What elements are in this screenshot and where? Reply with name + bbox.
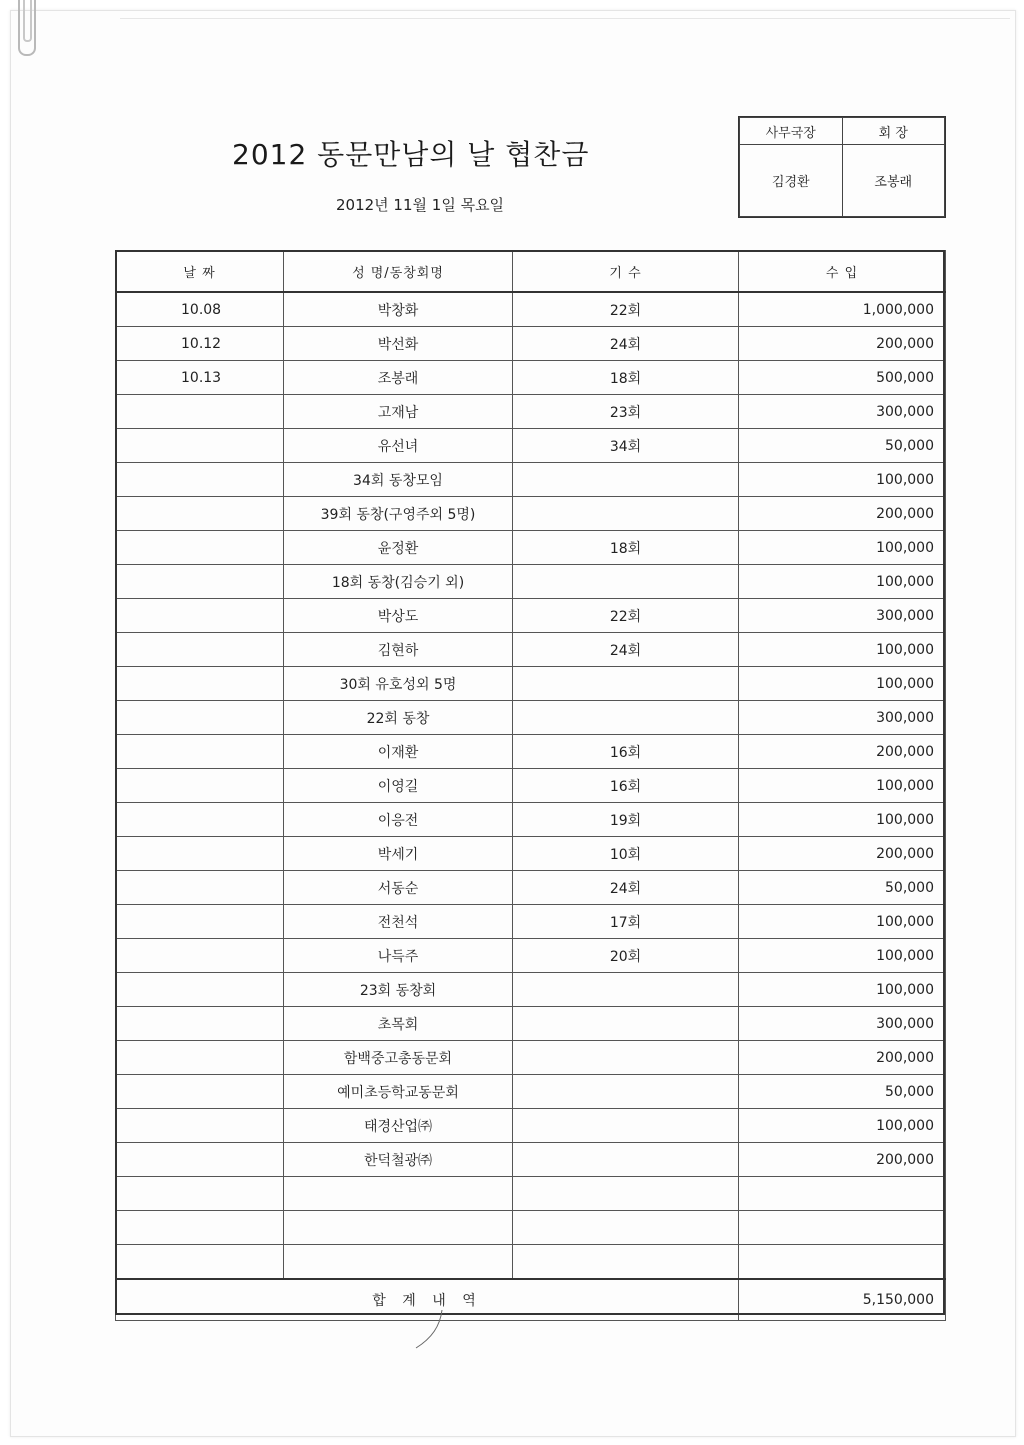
cell-name: 태경산업㈜	[284, 1109, 513, 1143]
cell-date	[116, 973, 284, 1007]
paper-clip-inner-icon	[23, 0, 32, 42]
table-row	[116, 429, 946, 463]
table-row	[116, 565, 946, 599]
cell-date	[116, 565, 284, 599]
cell-date	[116, 667, 284, 701]
cell-class	[513, 973, 739, 1007]
cell-name: 39회 동창(구영주외 5명)	[284, 497, 513, 531]
table-header-row	[116, 251, 946, 293]
cell-class: 17회	[513, 905, 739, 939]
approval-header-secretary: 사무국장	[740, 118, 843, 145]
cell-date: 10.08	[116, 292, 284, 327]
cell-amount: 100,000	[739, 531, 946, 565]
cell-amount: 100,000	[739, 973, 946, 1007]
table-row	[116, 292, 946, 327]
table-row	[116, 769, 946, 803]
cell-amount	[739, 1211, 946, 1245]
cell-class	[513, 701, 739, 735]
cell-class	[513, 1041, 739, 1075]
cell-class: 16회	[513, 735, 739, 769]
cell-name: 박상도	[284, 599, 513, 633]
cell-amount: 50,000	[739, 1075, 946, 1109]
cell-class	[513, 1007, 739, 1041]
document-date: 2012년 11월 1일 목요일	[336, 196, 505, 214]
cell-date	[116, 837, 284, 871]
pen-mark-icon	[410, 1308, 450, 1352]
cell-class: 22회	[513, 292, 739, 327]
cell-class	[513, 1245, 739, 1280]
table-row	[116, 667, 946, 701]
cell-class: 24회	[513, 871, 739, 905]
cell-class	[513, 1211, 739, 1245]
cell-class	[513, 463, 739, 497]
table-row	[116, 905, 946, 939]
header-class: 기 수	[513, 251, 739, 293]
cell-class: 18회	[513, 531, 739, 565]
cell-name: 이응전	[284, 803, 513, 837]
cell-amount: 100,000	[739, 463, 946, 497]
table-row	[116, 1245, 946, 1280]
table-row	[116, 463, 946, 497]
cell-class	[513, 1075, 739, 1109]
approval-name-secretary: 김경환	[740, 145, 843, 217]
cell-date	[116, 735, 284, 769]
cell-name	[284, 1211, 513, 1245]
approval-name-president: 조봉래	[842, 145, 945, 217]
table-row	[116, 1143, 946, 1177]
cell-amount: 100,000	[739, 939, 946, 973]
table-row	[116, 599, 946, 633]
cell-date	[116, 463, 284, 497]
table-row	[116, 803, 946, 837]
cell-date	[116, 599, 284, 633]
cell-class: 34회	[513, 429, 739, 463]
sponsorship-table	[115, 250, 946, 1321]
cell-date	[116, 1177, 284, 1211]
table-row	[116, 1075, 946, 1109]
cell-amount: 100,000	[739, 633, 946, 667]
cell-date	[116, 871, 284, 905]
cell-class	[513, 565, 739, 599]
cell-name: 박세기	[284, 837, 513, 871]
cell-name: 박선화	[284, 327, 513, 361]
cell-name: 고재남	[284, 395, 513, 429]
cell-name: 서동순	[284, 871, 513, 905]
cell-name	[284, 1245, 513, 1280]
page-edge-line	[120, 18, 1010, 19]
cell-date	[116, 633, 284, 667]
cell-amount	[739, 1245, 946, 1280]
table-row	[116, 1041, 946, 1075]
cell-name: 22회 동창	[284, 701, 513, 735]
cell-amount: 100,000	[739, 565, 946, 599]
cell-amount	[739, 1177, 946, 1211]
cell-date	[116, 803, 284, 837]
cell-amount: 200,000	[739, 1041, 946, 1075]
cell-name: 나득주	[284, 939, 513, 973]
cell-date	[116, 905, 284, 939]
table-row	[116, 871, 946, 905]
document-title: 2012 동문만남의 날 협찬금	[232, 138, 590, 171]
table-row	[116, 1211, 946, 1245]
cell-name: 30회 유호성외 5명	[284, 667, 513, 701]
cell-date	[116, 1007, 284, 1041]
cell-date	[116, 701, 284, 735]
cell-amount: 200,000	[739, 497, 946, 531]
cell-name: 이재환	[284, 735, 513, 769]
cell-name: 박창화	[284, 292, 513, 327]
cell-date	[116, 1211, 284, 1245]
cell-date	[116, 1075, 284, 1109]
cell-name: 23회 동창회	[284, 973, 513, 1007]
cell-amount: 100,000	[739, 769, 946, 803]
header-name: 성 명/동창회명	[284, 251, 513, 293]
header-amount: 수 입	[739, 251, 946, 293]
cell-class: 22회	[513, 599, 739, 633]
cell-amount: 500,000	[739, 361, 946, 395]
cell-class: 24회	[513, 633, 739, 667]
cell-name: 함백중고총동문회	[284, 1041, 513, 1075]
cell-amount: 100,000	[739, 667, 946, 701]
cell-amount: 200,000	[739, 327, 946, 361]
cell-class	[513, 1143, 739, 1177]
cell-amount: 100,000	[739, 803, 946, 837]
table-row	[116, 1109, 946, 1143]
cell-class	[513, 1109, 739, 1143]
table-row	[116, 531, 946, 565]
cell-date	[116, 531, 284, 565]
cell-date	[116, 1041, 284, 1075]
header-date: 날 짜	[116, 251, 284, 293]
cell-class	[513, 497, 739, 531]
cell-name: 유선녀	[284, 429, 513, 463]
cell-date	[116, 497, 284, 531]
cell-class: 16회	[513, 769, 739, 803]
cell-amount: 1,000,000	[739, 292, 946, 327]
table-row	[116, 327, 946, 361]
cell-amount: 300,000	[739, 1007, 946, 1041]
cell-class: 23회	[513, 395, 739, 429]
table-row	[116, 1177, 946, 1211]
cell-name: 김현하	[284, 633, 513, 667]
table-row	[116, 1007, 946, 1041]
cell-amount: 200,000	[739, 837, 946, 871]
cell-class: 18회	[513, 361, 739, 395]
cell-amount: 50,000	[739, 871, 946, 905]
table-row	[116, 837, 946, 871]
table-row	[116, 361, 946, 395]
cell-date	[116, 395, 284, 429]
cell-amount: 200,000	[739, 735, 946, 769]
table-row	[116, 497, 946, 531]
cell-date	[116, 939, 284, 973]
table-row	[116, 633, 946, 667]
table-row	[116, 701, 946, 735]
cell-name: 18회 동창(김승기 외)	[284, 565, 513, 599]
cell-amount: 100,000	[739, 905, 946, 939]
cell-class: 24회	[513, 327, 739, 361]
cell-amount: 300,000	[739, 701, 946, 735]
cell-name: 한덕철광㈜	[284, 1143, 513, 1177]
total-row	[116, 1279, 946, 1321]
table-row	[116, 395, 946, 429]
cell-amount: 300,000	[739, 395, 946, 429]
table-row	[116, 735, 946, 769]
total-label: 합 계 내 역	[116, 1279, 739, 1321]
cell-date	[116, 1143, 284, 1177]
cell-date	[116, 1245, 284, 1280]
approval-box	[738, 116, 946, 218]
cell-amount: 100,000	[739, 1109, 946, 1143]
table-row	[116, 939, 946, 973]
cell-class	[513, 667, 739, 701]
cell-class: 19회	[513, 803, 739, 837]
cell-date: 10.12	[116, 327, 284, 361]
cell-name: 34회 동창모임	[284, 463, 513, 497]
cell-name: 조봉래	[284, 361, 513, 395]
cell-class: 20회	[513, 939, 739, 973]
cell-amount: 50,000	[739, 429, 946, 463]
cell-name: 초목회	[284, 1007, 513, 1041]
cell-date: 10.13	[116, 361, 284, 395]
approval-header-president: 회 장	[842, 118, 945, 145]
cell-class	[513, 1177, 739, 1211]
cell-amount: 300,000	[739, 599, 946, 633]
cell-name: 예미초등학교동문회	[284, 1075, 513, 1109]
cell-date	[116, 769, 284, 803]
cell-name: 전천석	[284, 905, 513, 939]
cell-name	[284, 1177, 513, 1211]
cell-date	[116, 1109, 284, 1143]
cell-amount: 200,000	[739, 1143, 946, 1177]
cell-name: 윤정환	[284, 531, 513, 565]
cell-class: 10회	[513, 837, 739, 871]
cell-name: 이영길	[284, 769, 513, 803]
cell-date	[116, 429, 284, 463]
total-amount: 5,150,000	[739, 1279, 946, 1321]
table-row	[116, 973, 946, 1007]
